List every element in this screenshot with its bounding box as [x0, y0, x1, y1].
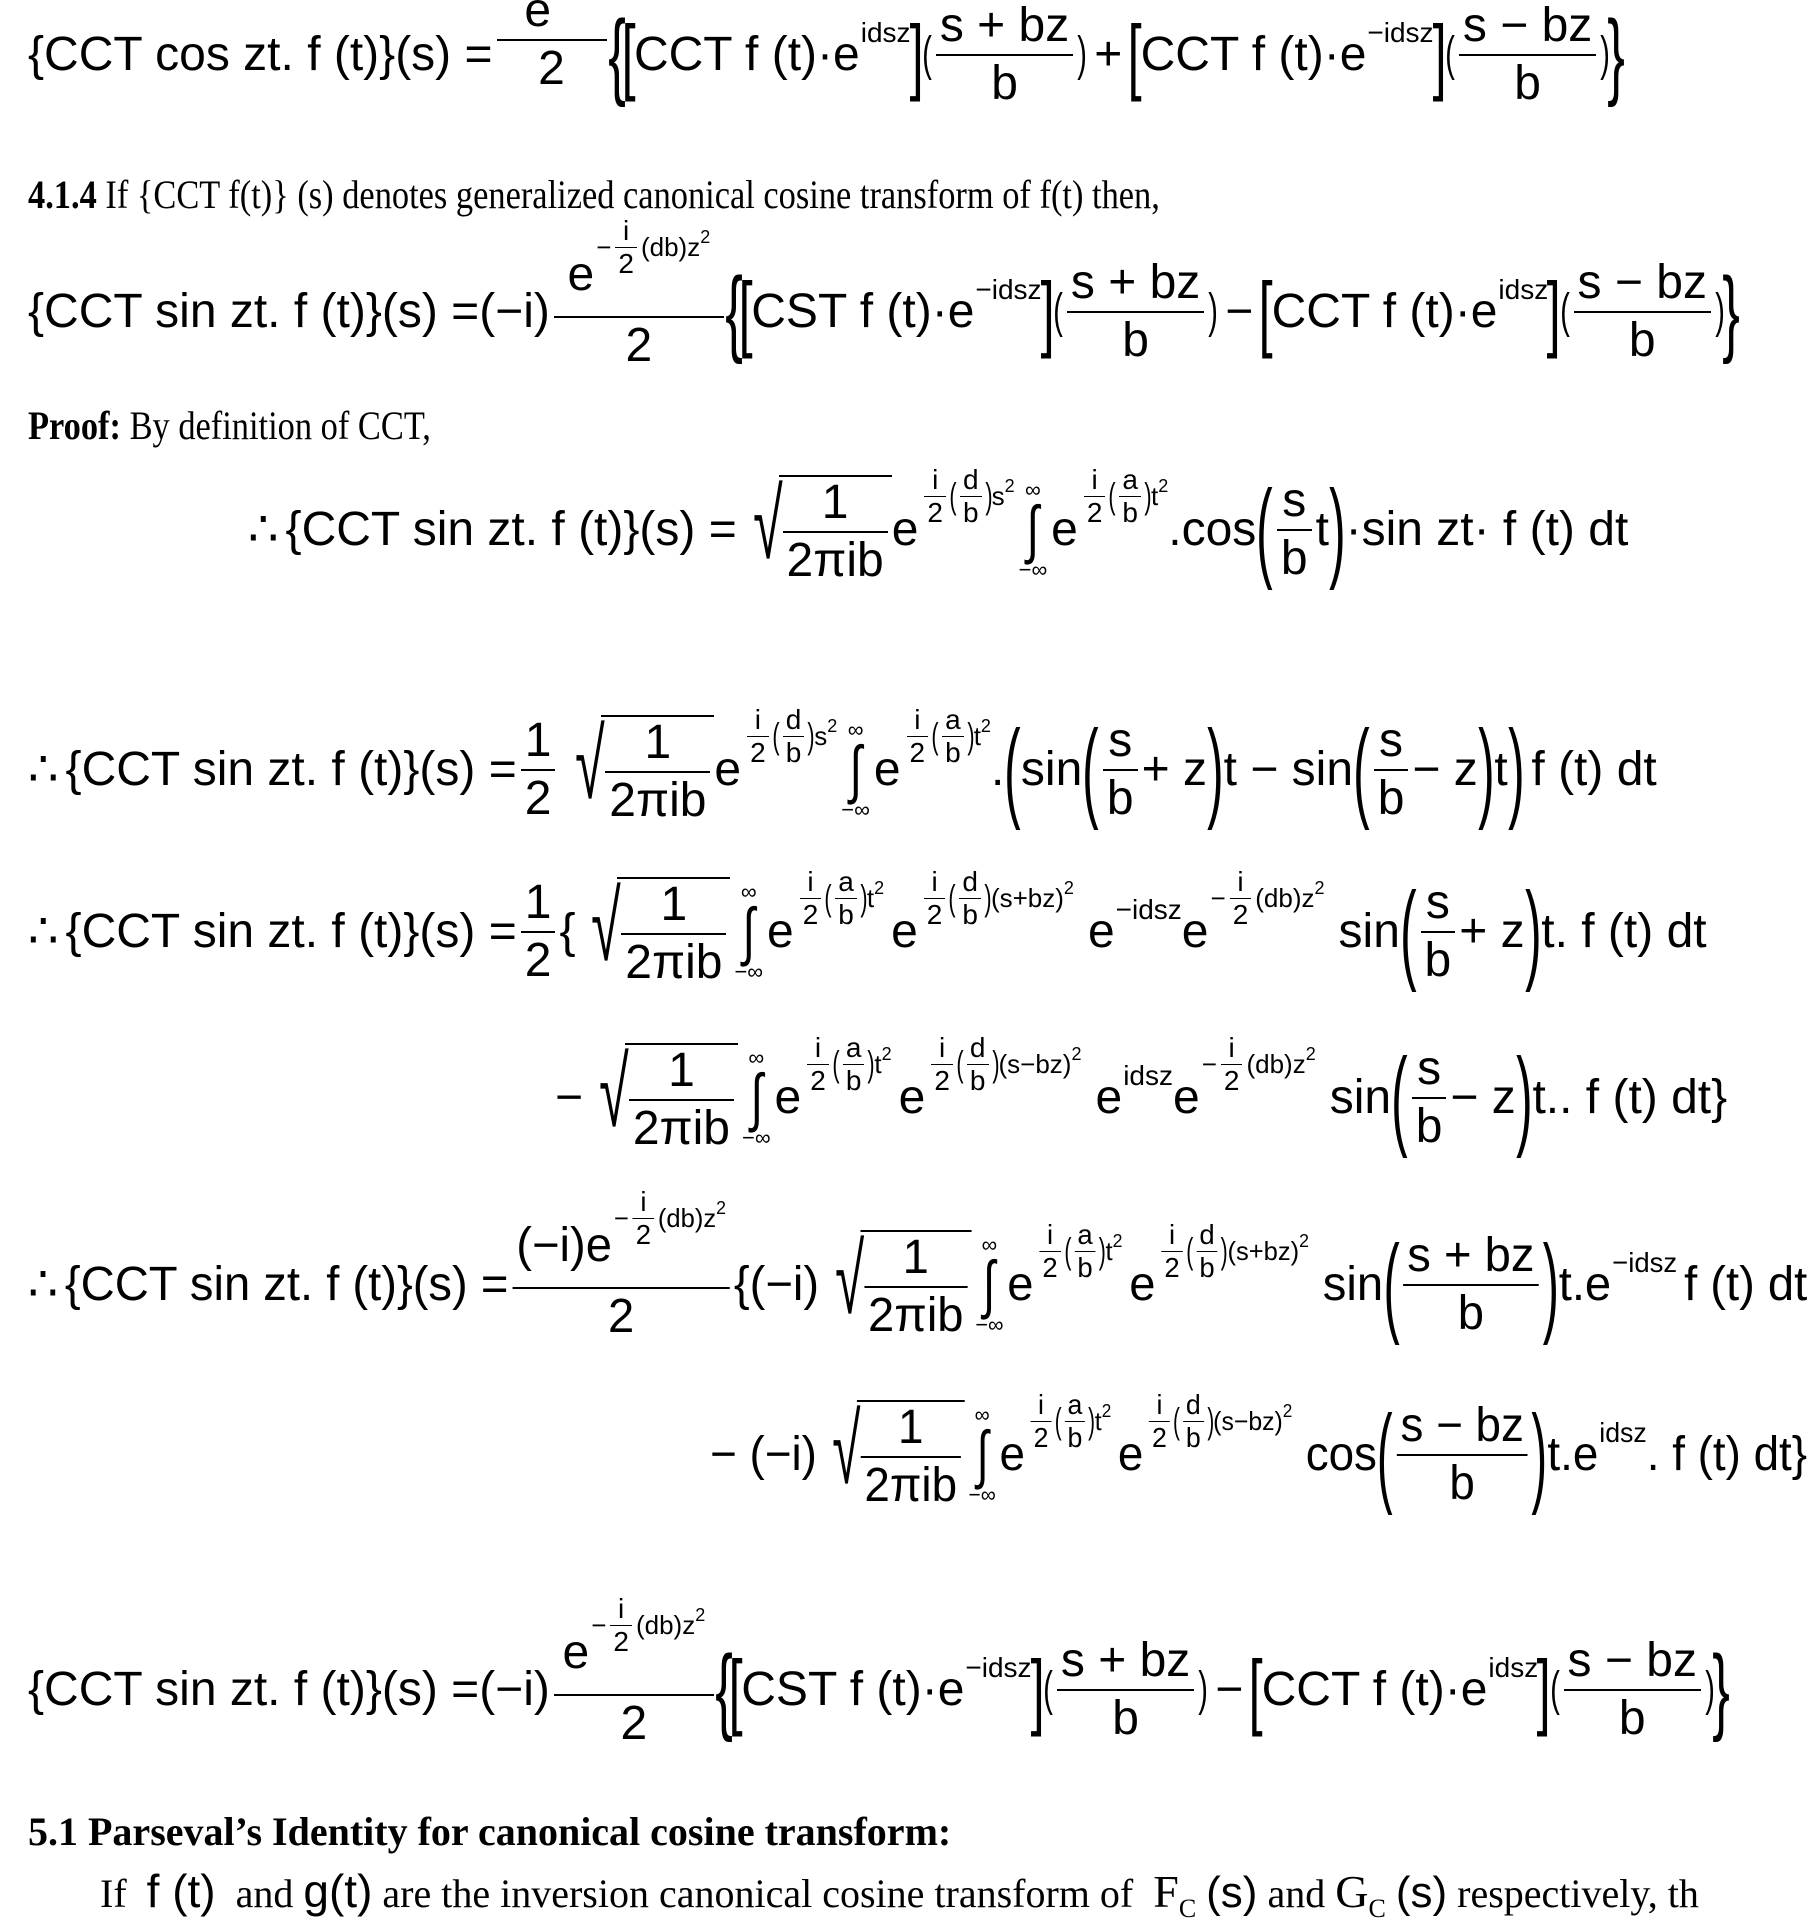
fraction-exp-db-over-2: e − $\frac{i}{2}$ (db)z 2 2	[554, 251, 724, 370]
equation-step-3a: ∴ {CCT sin zt. f (t)}(s) = (−i)e − $\frac{i}{2}$ (db)z 2 2 {(−i) √ $\frac{1}{\text{2πib}}$ ∞ ∫ −∞ e $\frac{i}{2}$ ( $\frac{a}{b}$ ) t 2 e $\frac{i}{2}$ ( $\frac{d}{b}$ ) (s+bz) 2 sin ( $\frac{s + bz}{b}$ ) t.e −idsz f (t) dt	[28, 1185, 1808, 1346]
section-heading-5-1: 5.1 Parseval’s Identity for canonical cosine transform:	[28, 1809, 952, 1854]
equation-step-1: ∴ {CCT sin zt. f (t)}(s) = $\frac{1}{2}$ √ $\frac{1}{\text{2πib}}$ e $\frac{i}{2}$ ( $\frac{d}{b}$ ) s 2 ∞ ∫ −∞ e $\frac{i}{2}$ ( $\frac{a}{b}$ ) t 2 . ( sin ( $\frac{s}{b}$ + z ) t − sin ( $\frac{s}{b}$ − z ) t ) f (t) dt	[28, 703, 1657, 831]
equation-step-3b: − (−i) √ $\frac{1}{\text{2πib}}$ ∞ ∫ −∞ e $\frac{i}{2}$ ( $\frac{a}{b}$ ) t 2 e $\frac{i}{2}$ ( $\frac{d}{b}$ ) (s−bz) 2 cos ( $\frac{s - bz}{b}$ ) t.e idsz . f (t) dt}	[710, 1388, 1808, 1516]
integral: ∞ ∫ −∞	[1018, 477, 1048, 582]
fraction-s-minus-bz: $\frac{s - bz}{b}$	[1459, 2, 1596, 108]
open-brace: {	[607, 1, 626, 108]
theorem-text: If {CCT f(t)} (s) denotes generalized canonical cosine transform of f(t) then,	[96, 172, 1160, 217]
proof-label: Proof:	[28, 403, 121, 448]
theorem-4-1-4	[28, 172, 1160, 217]
equation-definition: ∴ {CCT sin zt. f (t)}(s) = √ $\frac{1}{\text{2πib}}$ e $\frac{i}{2}$ ( $\frac{d}{b}$ ) s 2 ∞ ∫ −∞ e $\frac{i}{2}$ ( $\frac{a}{b}$ ) t 2 .cos ( $\frac{s}{b}$ t ) ·sin zt· f (t) dt	[248, 463, 1629, 591]
close-brace: }	[1607, 1, 1626, 108]
equation-step-2a: ∴ {CCT sin zt. f (t)}(s) = $\frac{1}{2}$ { √ $\frac{1}{\text{2πib}}$ ∞ ∫ −∞ e $\frac{i}{2}$ ( $\frac{a}{b}$ ) t 2 e $\frac{i}{2}$ ( $\frac{d}{b}$ ) (s+bz) 2 e −idsz e − $\frac{i}{2}$ (db)z 2 sin ( $\frac{s}{b}$ + z ) t. f (t) dt	[28, 865, 1707, 993]
equation-cct-cos: {CCT cos zt. f (t)}(s) = $\frac{e}{2}$ { [ CCT f (t)·e idsz ] ( $\frac{s + bz}{b}$ ) + [ CCT f (t)·e −idsz ] ( $\frac{s - bz}{b}$ ) }	[28, 0, 1622, 110]
proof-line: Proof: By definition of CCT,	[28, 403, 431, 448]
eq-lhs: {CCT cos zt. f (t)}(s) =	[28, 28, 493, 81]
equation-cct-sin-statement: {CCT sin zt. f (t)}(s) =(−i) e − $\frac{i}{2}$ (db)z 2 2 { [ CST f (t)·e −idsz ] ( $\frac{s + bz}{b}$ ) − [ CCT f (t)·e idsz ] ( $\frac{s - bz}{b}$ ) }	[28, 214, 1740, 372]
theorem-number: 4.1.4	[28, 172, 97, 217]
fraction-s-plus-bz: $\frac{s + bz}{b}$	[936, 2, 1073, 108]
parseval-statement: If f (t) and g(t) are the inversion canonical cosine transform of $F_C$ (s) and $G_C$ (s) respectively, th	[100, 1865, 1699, 1923]
equation-final: {CCT sin zt. f (t)}(s) =(−i) e − $\frac{i}{2}$ (db)z 2 2 { [ CST f (t)·e −idsz ] ( $\frac{s + bz}{b}$ ) − [ CCT f (t)·e idsz ] ( $\frac{s - bz}{b}$ ) }	[28, 1592, 1730, 1750]
fraction-exp-over-2: $\frac{e}{2}$	[497, 0, 607, 93]
equation-step-2b: − √ $\frac{1}{\text{2πib}}$ ∞ ∫ −∞ e $\frac{i}{2}$ ( $\frac{a}{b}$ ) t 2 e $\frac{i}{2}$ ( $\frac{d}{b}$ ) (s−bz) 2 e idsz e − $\frac{i}{2}$ (db)z 2 sin ( $\frac{s}{b}$ − z ) t.. f (t) dt}	[555, 1031, 1728, 1159]
sqrt-1-over-2piib: √ $\frac{1}{\text{2πib}}$	[741, 475, 892, 585]
